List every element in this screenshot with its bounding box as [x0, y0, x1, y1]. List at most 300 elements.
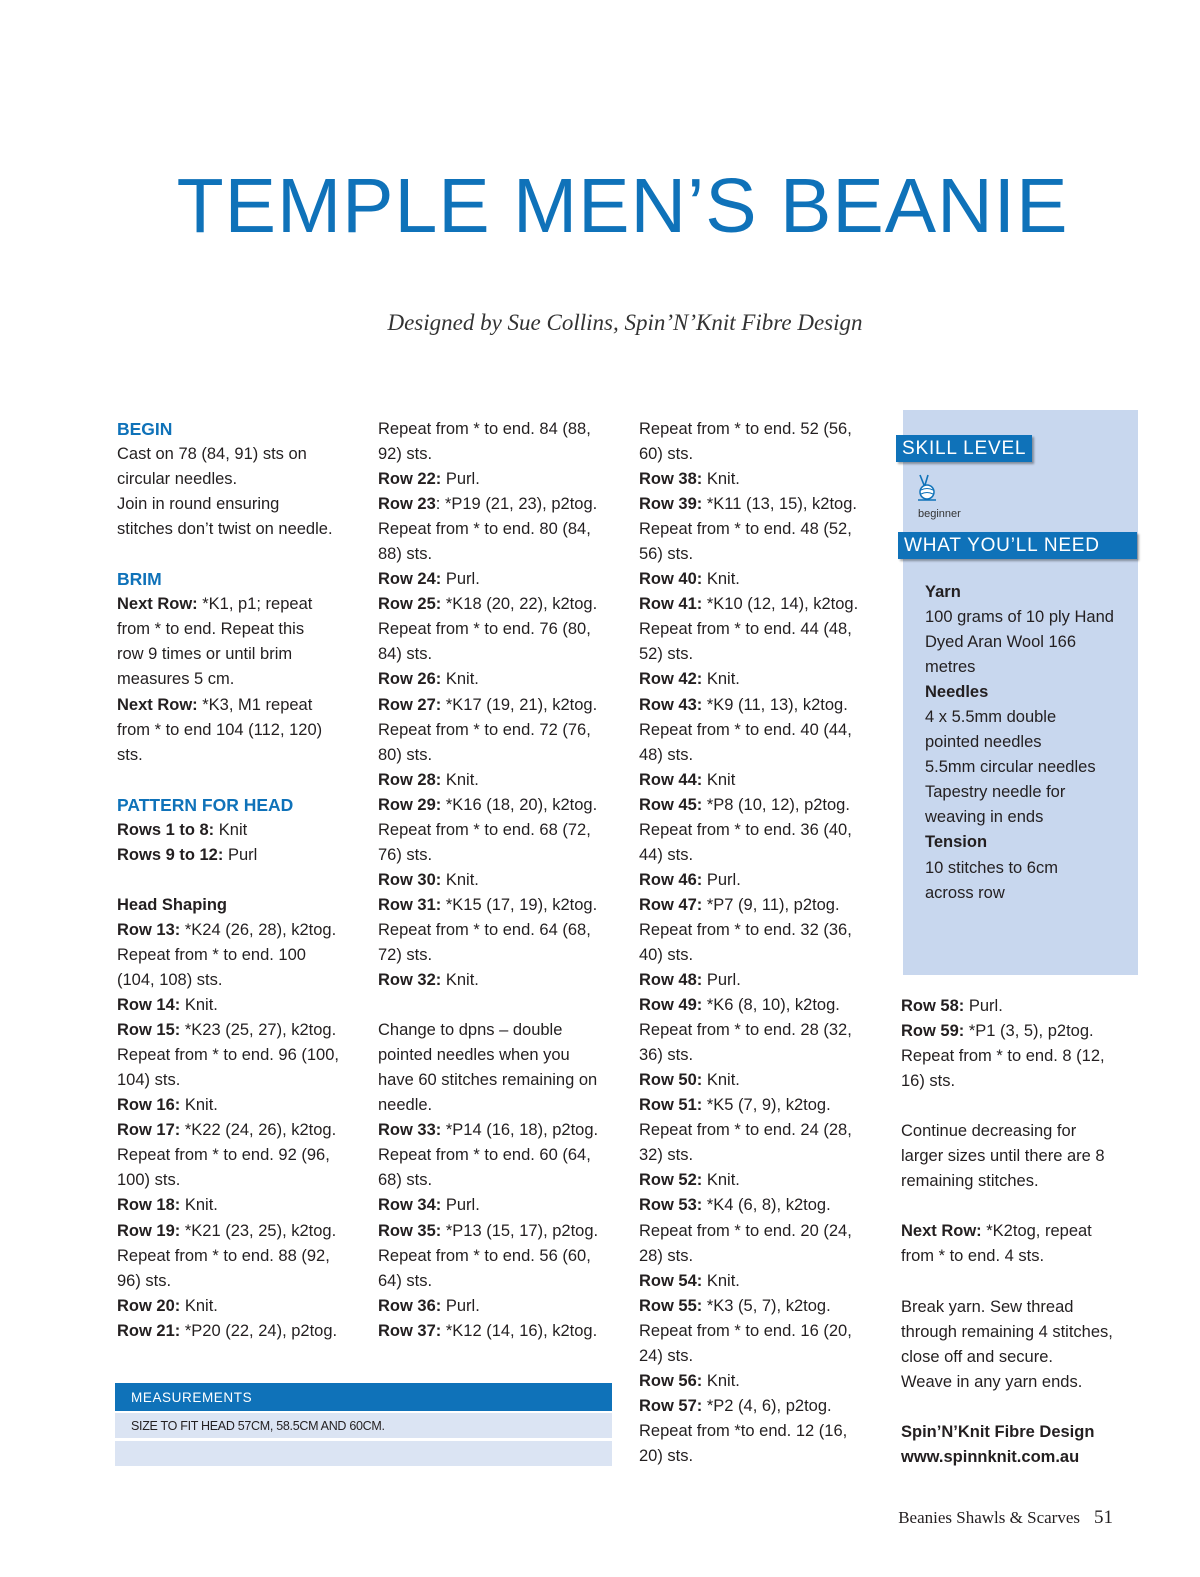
- row-text: *K21 (23, 25), k2tog.: [180, 1221, 337, 1240]
- pattern-line: [378, 868, 623, 893]
- row-text: 28) sts.: [639, 1246, 694, 1265]
- pattern-line: [925, 630, 1135, 655]
- row-text: 32) sts.: [639, 1146, 694, 1165]
- pattern-line: [378, 667, 623, 692]
- row-text: 52) sts.: [639, 645, 694, 664]
- row-text: 104) sts.: [117, 1071, 181, 1090]
- spacer: [901, 1395, 1146, 1420]
- section-heading: BRIM: [117, 569, 162, 590]
- row-label: Row 14:: [117, 996, 181, 1015]
- pattern-line: [117, 592, 362, 617]
- row-text: Repeat from * to end. 84 (88,: [378, 420, 591, 438]
- spacer: [117, 868, 362, 893]
- page-title: TEMPLE MEN’S BEANIE: [176, 163, 1069, 249]
- row-text: *K3, M1 repeat: [197, 695, 313, 714]
- row-text: Purl.: [441, 1196, 480, 1215]
- row-text: *P7 (9, 11), p2tog.: [702, 895, 840, 914]
- row-label: Row 22:: [378, 470, 442, 489]
- row-text: Purl.: [441, 470, 480, 489]
- row-text: Repeat from * to end. 52 (56,: [639, 420, 852, 438]
- skill-level-heading: SKILL LEVEL: [896, 435, 1032, 462]
- pattern-line: [639, 943, 884, 968]
- materials-list: [925, 580, 1135, 906]
- pattern-line: [378, 1018, 623, 1043]
- row-label: Row 35:: [378, 1221, 442, 1240]
- row-text: Repeat from * to end. 44 (48,: [639, 620, 852, 639]
- pattern-line: [378, 743, 623, 768]
- row-text: *P1 (3, 5), p2tog.: [964, 1022, 1094, 1041]
- pattern-column-4: [901, 994, 1146, 1470]
- pattern-line: [639, 843, 884, 868]
- pattern-line: [639, 542, 884, 567]
- pattern-line: [639, 1219, 884, 1244]
- row-label: Row 59:: [901, 1022, 965, 1041]
- row-text: 24) sts.: [639, 1346, 694, 1365]
- row-text: Repeat from * to end. 64 (68,: [378, 920, 591, 939]
- row-text: needle.: [378, 1096, 433, 1115]
- row-label: Row 16:: [117, 1096, 181, 1115]
- pattern-line: [639, 592, 884, 617]
- row-text: *K10 (12, 14), k2tog.: [702, 595, 859, 614]
- row-label: Row 51:: [639, 1096, 703, 1115]
- row-text: 10 stitches to 6cm: [925, 858, 1058, 877]
- pattern-line: [925, 655, 1135, 680]
- pattern-line: [901, 1044, 1146, 1069]
- row-text: Repeat from * to end. 28 (32,: [639, 1021, 852, 1040]
- row-text: *K4 (6, 8), k2tog.: [702, 1196, 831, 1215]
- page-footer: [898, 1507, 1113, 1529]
- pattern-line: [378, 768, 623, 793]
- row-label: Row 20:: [117, 1296, 181, 1315]
- row-text: Knit.: [441, 770, 479, 789]
- row-text: *P8 (10, 12), p2tog.: [702, 795, 850, 814]
- row-text: Knit.: [702, 570, 740, 589]
- pattern-line: [925, 780, 1135, 805]
- spacer: [117, 542, 362, 567]
- pattern-line: [378, 442, 623, 467]
- row-text: 88) sts.: [378, 545, 433, 564]
- measurements-row: SIZE TO FIT HEAD 57CM, 58.5CM AND 60CM.: [115, 1413, 612, 1438]
- pattern-line: [901, 1370, 1146, 1395]
- pattern-line: [117, 743, 362, 768]
- section-heading: BEGIN: [117, 419, 173, 439]
- pattern-line: [925, 805, 1135, 830]
- pattern-line: [117, 517, 362, 542]
- pattern-line: [117, 642, 362, 667]
- row-text: Change to dpns – double: [378, 1021, 563, 1040]
- section-heading: PATTERN FOR HEAD: [117, 794, 294, 815]
- row-text: Break yarn. Sew thread: [901, 1297, 1074, 1316]
- row-label: Row 38:: [639, 470, 703, 489]
- row-label: Row 39:: [639, 495, 703, 514]
- pattern-line: [378, 818, 623, 843]
- pattern-line: [378, 943, 623, 968]
- row-text: Purl.: [441, 570, 480, 589]
- row-text: (104, 108) sts.: [117, 971, 223, 990]
- yarn-needles-icon: [916, 473, 938, 508]
- row-text: stitches don’t twist on needle.: [117, 520, 333, 539]
- row-label: Row 23: [378, 495, 436, 514]
- pattern-line: [639, 417, 884, 442]
- row-text: Knit.: [702, 1271, 740, 1290]
- pattern-line: [639, 517, 884, 542]
- row-label: Row 27:: [378, 695, 442, 714]
- row-text: *K18 (20, 22), k2tog.: [441, 595, 598, 614]
- row-label: Row 41:: [639, 595, 703, 614]
- row-text: circular needles.: [117, 470, 238, 489]
- pattern-column-2: [378, 417, 623, 1344]
- row-label: Row 19:: [117, 1221, 181, 1240]
- pattern-line: [117, 1219, 362, 1244]
- row-label: Row 18:: [117, 1196, 181, 1215]
- pattern-line: [378, 1143, 623, 1168]
- row-text: Knit: [214, 820, 248, 839]
- pattern-line: [117, 918, 362, 943]
- row-text: Repeat from * to end. 68 (72,: [378, 820, 591, 839]
- row-label: Rows 1 to 8:: [117, 820, 215, 839]
- row-text: *P20 (22, 24), p2tog.: [180, 1321, 338, 1340]
- row-text: Weave in any yarn ends.: [901, 1372, 1083, 1391]
- row-text: measures 5 cm.: [117, 670, 235, 689]
- pattern-line: [378, 793, 623, 818]
- row-text: Knit.: [702, 470, 740, 489]
- row-text: Repeat from * to end. 56 (60,: [378, 1246, 591, 1265]
- pattern-line: [639, 1143, 884, 1168]
- pattern-line: [117, 667, 362, 692]
- pattern-line: [639, 1394, 884, 1419]
- row-label: Row 47:: [639, 895, 703, 914]
- row-text: *K6 (8, 10), k2tog.: [702, 996, 840, 1015]
- row-text: Knit.: [180, 1296, 218, 1315]
- pattern-line: [378, 1043, 623, 1068]
- row-label: Row 46:: [639, 870, 703, 889]
- row-text: Repeat from * to end. 80 (84,: [378, 520, 591, 539]
- row-text: Repeat from * to end. 76 (80,: [378, 620, 591, 639]
- row-label: Row 29:: [378, 795, 442, 814]
- pattern-line: [639, 1244, 884, 1269]
- row-text: Repeat from * to end. 60 (64,: [378, 1146, 591, 1165]
- pattern-line: [378, 467, 623, 492]
- measurements-heading: MEASUREMENTS: [115, 1383, 612, 1411]
- row-text: Purl: [223, 845, 258, 864]
- spacer: [378, 993, 623, 1018]
- row-label: Row 30:: [378, 870, 442, 889]
- row-text: from * to end. 4 sts.: [901, 1247, 1045, 1266]
- pattern-line: [639, 1444, 884, 1469]
- spacer: [901, 1094, 1146, 1119]
- pattern-line: [378, 1168, 623, 1193]
- row-label: Row 26:: [378, 670, 442, 689]
- pattern-line: [117, 718, 362, 743]
- pattern-line: [901, 1119, 1146, 1144]
- row-text: Dyed Aran Wool 166: [925, 633, 1077, 652]
- row-text: *P14 (16, 18), p2tog.: [441, 1121, 599, 1140]
- row-text: weaving in ends: [925, 808, 1044, 827]
- row-label: Row 31:: [378, 895, 442, 914]
- row-label: Next Row:: [117, 595, 198, 614]
- pattern-line: [901, 1169, 1146, 1194]
- pattern-line: [639, 918, 884, 943]
- pattern-line: [639, 1369, 884, 1394]
- pattern-line: [639, 1344, 884, 1369]
- row-label: Row 40:: [639, 570, 703, 589]
- pattern-line: [378, 1269, 623, 1294]
- pattern-line: [639, 642, 884, 667]
- row-text: across row: [925, 883, 1005, 902]
- pattern-line: [639, 1269, 884, 1294]
- row-text: Knit.: [441, 971, 479, 990]
- row-text: pointed needles: [925, 733, 1042, 752]
- subheading: Head Shaping: [117, 895, 228, 914]
- row-text: *K1, p1; repeat: [197, 595, 313, 614]
- pattern-line: [378, 492, 623, 517]
- row-text: 44) sts.: [639, 845, 694, 864]
- row-label: Row 50:: [639, 1071, 703, 1090]
- row-text: Repeat from * to end. 24 (28,: [639, 1121, 852, 1140]
- pattern-column-1: [117, 417, 362, 1344]
- row-text: Purl.: [702, 971, 741, 990]
- row-label: Row 58:: [901, 997, 965, 1015]
- pattern-line: [639, 492, 884, 517]
- row-text: 84) sts.: [378, 645, 433, 664]
- pattern-line: [639, 893, 884, 918]
- row-label: Next Row:: [117, 695, 198, 714]
- row-label: Row 21:: [117, 1321, 181, 1340]
- row-label: Row 25:: [378, 595, 442, 614]
- row-text: close off and secure.: [901, 1347, 1053, 1366]
- row-text: Purl.: [964, 997, 1003, 1015]
- row-text: Repeat from * to end. 40 (44,: [639, 720, 852, 739]
- row-text: Knit.: [702, 1071, 740, 1090]
- pattern-line: [639, 743, 884, 768]
- subheading: Spin’N’Knit Fibre Design: [901, 1422, 1095, 1441]
- pattern-line: [639, 1419, 884, 1444]
- pattern-line: [117, 993, 362, 1018]
- row-text: Purl.: [702, 870, 741, 889]
- row-label: Row 54:: [639, 1271, 703, 1290]
- row-text: 36) sts.: [639, 1046, 694, 1065]
- pattern-line: [901, 1244, 1146, 1269]
- row-label: Row 36:: [378, 1296, 442, 1315]
- row-text: 5.5mm circular needles: [925, 758, 1096, 777]
- pattern-line: [378, 1244, 623, 1269]
- row-text: *K9 (11, 13), k2tog.: [702, 695, 848, 714]
- pattern-line: [639, 768, 884, 793]
- row-text: 76) sts.: [378, 845, 433, 864]
- row-text: *P13 (15, 17), p2tog.: [441, 1221, 599, 1240]
- pattern-line: [378, 567, 623, 592]
- row-label: Row 33:: [378, 1121, 442, 1140]
- row-label: Row 28:: [378, 770, 442, 789]
- skill-level-label: beginner: [918, 508, 961, 520]
- row-text: Tapestry needle for: [925, 783, 1066, 802]
- pattern-line: [901, 1219, 1146, 1244]
- pattern-line: [639, 667, 884, 692]
- measurements-row-empty: [115, 1441, 612, 1466]
- row-text: 64) sts.: [378, 1271, 433, 1290]
- pattern-line: [117, 492, 362, 517]
- spacer: [117, 768, 362, 793]
- pattern-line: [901, 994, 1146, 1019]
- row-text: Knit.: [441, 670, 479, 689]
- row-text: *K2tog, repeat: [981, 1222, 1092, 1241]
- row-text: Repeat from * to end. 8 (12,: [901, 1047, 1105, 1066]
- pattern-line: [901, 1345, 1146, 1370]
- row-text: *K5 (7, 9), k2tog.: [702, 1096, 831, 1115]
- row-text: pointed needles when you: [378, 1046, 570, 1065]
- pattern-line: [639, 968, 884, 993]
- pattern-line: [378, 893, 623, 918]
- row-text: Repeat from * to end. 48 (52,: [639, 520, 852, 539]
- row-label: Rows 9 to 12:: [117, 845, 224, 864]
- page-number: 51: [1094, 1507, 1113, 1528]
- row-text: Repeat from * to end. 72 (76,: [378, 720, 591, 739]
- pattern-line: [378, 617, 623, 642]
- pattern-line: [639, 718, 884, 743]
- row-text: Knit.: [180, 1196, 218, 1215]
- pattern-line: [117, 1093, 362, 1118]
- pattern-line: [639, 1068, 884, 1093]
- row-text: Repeat from * to end. 92 (96,: [117, 1146, 330, 1165]
- pattern-line: [378, 968, 623, 993]
- pattern-line: [378, 1068, 623, 1093]
- pattern-line: [378, 693, 623, 718]
- pattern-line: [901, 1069, 1146, 1094]
- pattern-line: [117, 1143, 362, 1168]
- pattern-line: [639, 1118, 884, 1143]
- row-text: Knit.: [702, 1371, 740, 1390]
- pattern-line: [639, 793, 884, 818]
- row-text: have 60 stitches remaining on: [378, 1071, 598, 1090]
- subheading: Tension: [925, 833, 988, 852]
- book-title: Beanies Shawls & Scarves: [898, 1508, 1080, 1527]
- pattern-line: [117, 1068, 362, 1093]
- row-text: Knit.: [180, 1096, 218, 1115]
- designer-credit: Designed by Sue Collins, Spin’N’Knit Fibre Design: [387, 310, 863, 335]
- row-text: 96) sts.: [117, 1271, 172, 1290]
- pattern-line: [901, 1019, 1146, 1044]
- pattern-line: [117, 1168, 362, 1193]
- row-text: Join in round ensuring: [117, 495, 280, 514]
- row-text: *P2 (4, 6), p2tog.: [702, 1396, 832, 1415]
- pattern-line: [639, 467, 884, 492]
- row-text: Knit.: [441, 870, 479, 889]
- row-text: 68) sts.: [378, 1171, 433, 1190]
- pattern-line: [117, 1193, 362, 1218]
- row-text: through remaining 4 stitches,: [901, 1322, 1113, 1341]
- pattern-line: [639, 1294, 884, 1319]
- pattern-line: [117, 1269, 362, 1294]
- subheading: www.spinnknit.com.au: [901, 1447, 1080, 1466]
- row-text: row 9 times or until brim: [117, 645, 293, 664]
- row-text: *K16 (18, 20), k2tog.: [441, 795, 598, 814]
- row-text: Repeat from * to end. 32 (36,: [639, 920, 852, 939]
- pattern-line: [378, 1093, 623, 1118]
- row-text: Knit.: [180, 996, 218, 1015]
- row-label: Row 49:: [639, 996, 703, 1015]
- pattern-line: [925, 605, 1135, 630]
- pattern-line: [378, 542, 623, 567]
- pattern-line: [639, 442, 884, 467]
- pattern-line: [117, 442, 362, 467]
- pattern-line: [639, 567, 884, 592]
- pattern-line: [925, 881, 1135, 906]
- row-text: 92) sts.: [378, 445, 433, 464]
- row-text: *K12 (14, 16), k2tog.: [441, 1321, 598, 1340]
- row-label: Row 17:: [117, 1121, 181, 1140]
- row-label: Row 52:: [639, 1171, 703, 1190]
- row-text: 100) sts.: [117, 1171, 181, 1190]
- pattern-line: [639, 818, 884, 843]
- subheading: Yarn: [925, 583, 961, 601]
- subheading: Needles: [925, 683, 989, 702]
- row-text: remaining stitches.: [901, 1172, 1039, 1191]
- row-text: 56) sts.: [639, 545, 694, 564]
- row-text: Purl.: [441, 1296, 480, 1315]
- pattern-line: [639, 1193, 884, 1218]
- row-text: Cast on 78 (84, 91) sts on: [117, 445, 307, 464]
- row-label: Row 24:: [378, 570, 442, 589]
- row-text: from * to end 104 (112, 120): [117, 720, 323, 739]
- pattern-line: [639, 1093, 884, 1118]
- pattern-line: [639, 1319, 884, 1344]
- row-text: Repeat from * to end. 36 (40,: [639, 820, 852, 839]
- row-text: 4 x 5.5mm double: [925, 708, 1057, 727]
- pattern-line: [925, 856, 1135, 881]
- row-text: Continue decreasing for: [901, 1122, 1077, 1141]
- pattern-line: [639, 993, 884, 1018]
- pattern-line: [639, 1168, 884, 1193]
- row-text: *K17 (19, 21), k2tog.: [441, 695, 598, 714]
- pattern-line: [639, 693, 884, 718]
- row-text: metres: [925, 658, 976, 677]
- pattern-line: [639, 1018, 884, 1043]
- row-label: Row 13:: [117, 920, 181, 939]
- pattern-line: [117, 943, 362, 968]
- pattern-line: [117, 1294, 362, 1319]
- row-text: : *P19 (21, 23), p2tog.: [435, 495, 598, 514]
- pattern-line: [117, 693, 362, 718]
- pattern-line: [117, 1043, 362, 1068]
- row-text: *K15 (17, 19), k2tog.: [441, 895, 598, 914]
- row-label: Row 44:: [639, 770, 703, 789]
- row-label: Row 57:: [639, 1396, 703, 1415]
- pattern-line: [117, 467, 362, 492]
- row-text: Repeat from * to end. 88 (92,: [117, 1246, 330, 1265]
- row-text: Repeat from * to end. 100: [117, 945, 306, 964]
- pattern-line: [378, 592, 623, 617]
- spacer: [901, 1194, 1146, 1219]
- row-label: Next Row:: [901, 1222, 982, 1241]
- row-text: *K24 (26, 28), k2tog.: [180, 920, 337, 939]
- row-label: Row 48:: [639, 971, 703, 990]
- row-text: 16) sts.: [901, 1072, 956, 1091]
- pattern-line: [378, 1219, 623, 1244]
- row-text: *K11 (13, 15), k2tog.: [702, 495, 857, 514]
- pattern-line: [378, 1118, 623, 1143]
- pattern-column-3: [639, 417, 884, 1469]
- row-text: *K22 (24, 26), k2tog.: [180, 1121, 337, 1140]
- pattern-line: [378, 718, 623, 743]
- pattern-line: [378, 417, 623, 442]
- pattern-line: [925, 755, 1135, 780]
- row-text: 48) sts.: [639, 745, 694, 764]
- pattern-line: [117, 1319, 362, 1344]
- pattern-line: [117, 617, 362, 642]
- row-label: Row 53:: [639, 1196, 703, 1215]
- row-text: 80) sts.: [378, 745, 433, 764]
- row-label: Row 56:: [639, 1371, 703, 1390]
